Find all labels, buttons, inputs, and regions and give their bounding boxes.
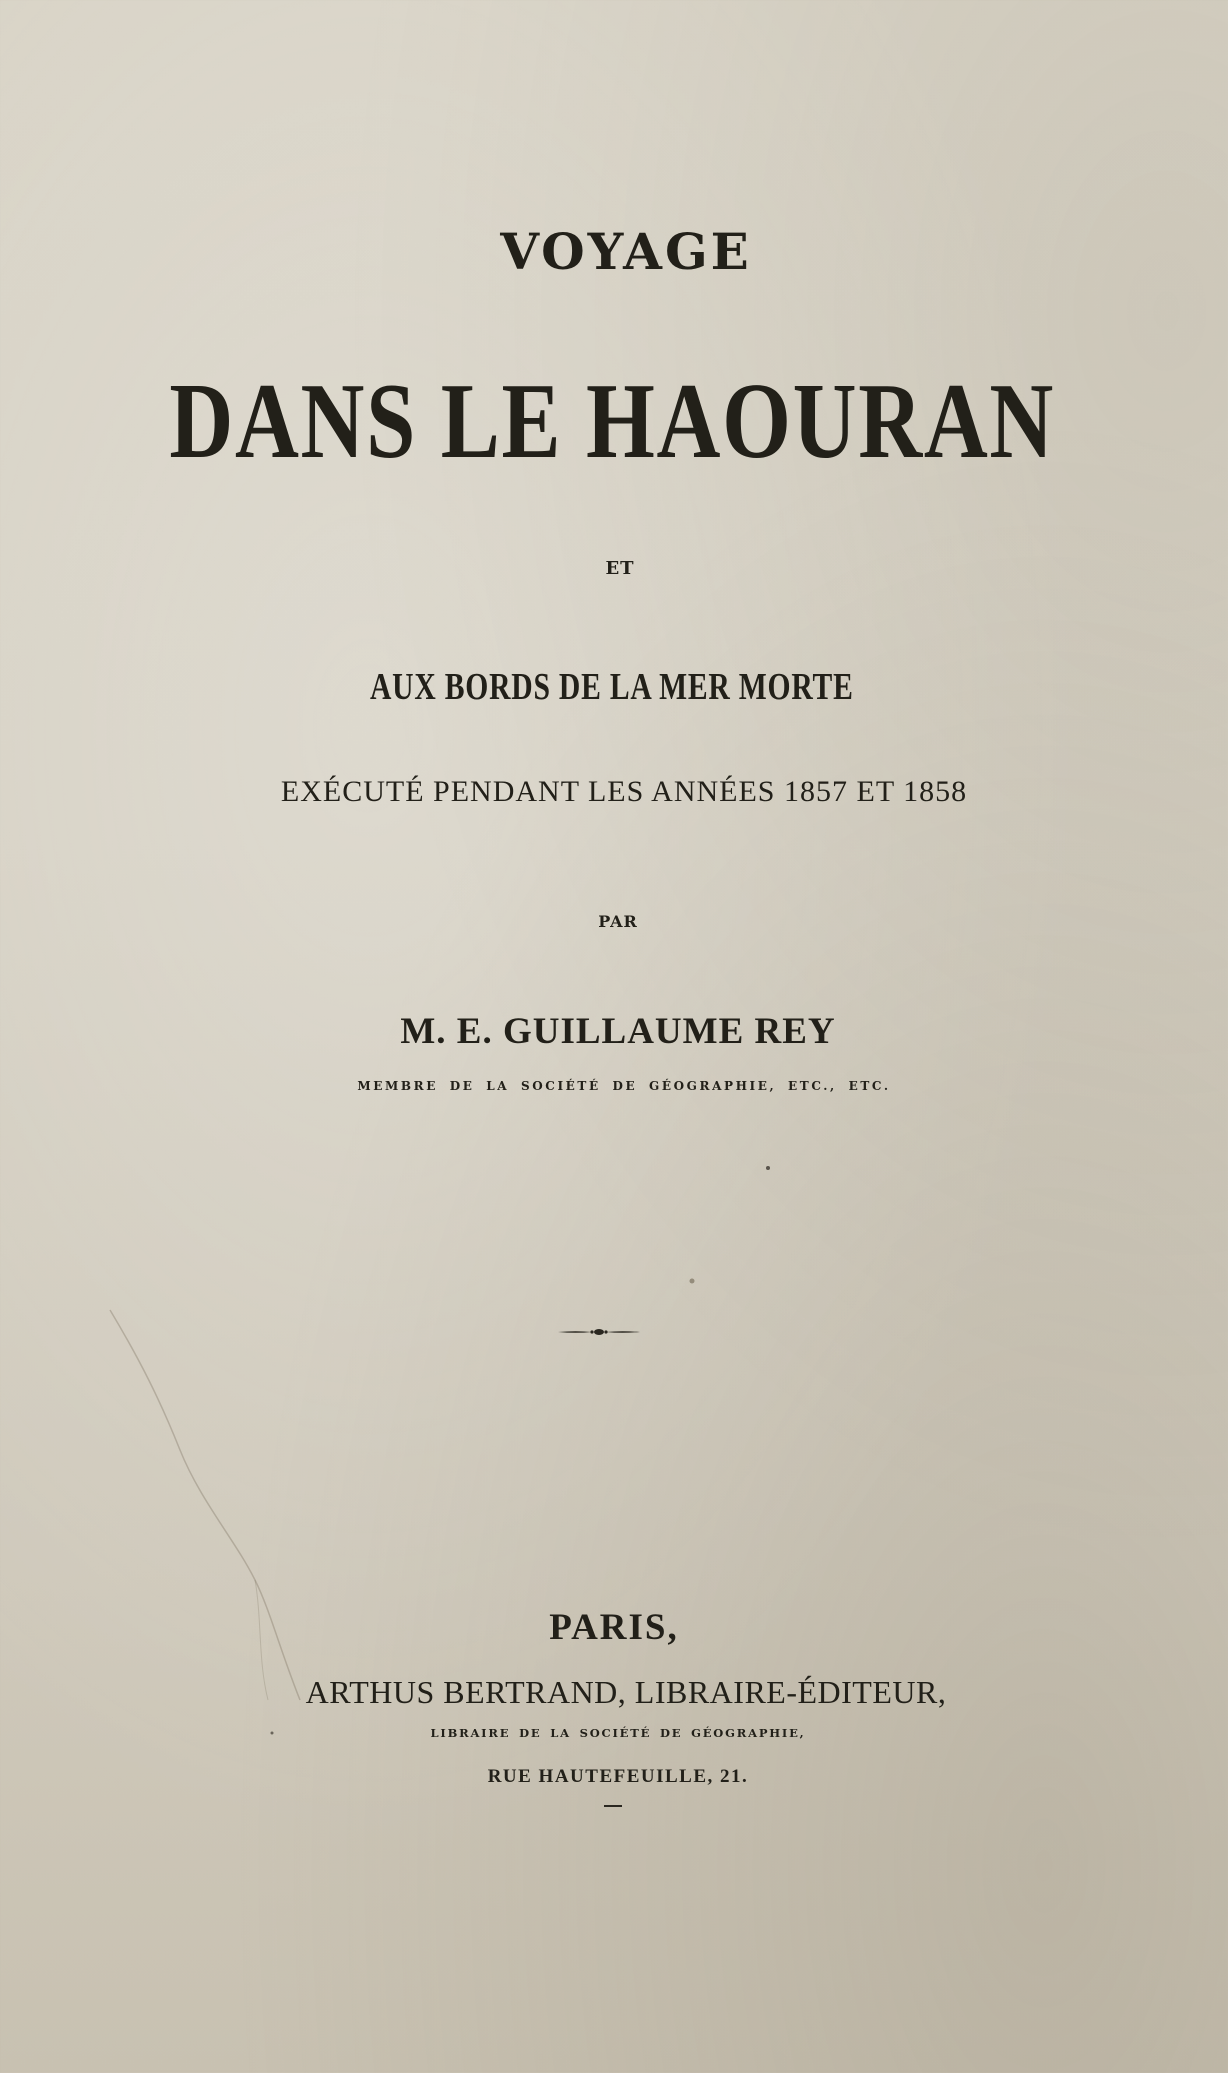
imprint-publisher-note: LIBRAIRE DE LA SOCIÉTÉ DE GÉOGRAPHIE,	[430, 1726, 806, 1740]
imprint-publisher: ARTHUS BERTRAND, LIBRAIRE-ÉDITEUR,	[305, 1674, 947, 1710]
title-conjunction: ET	[605, 558, 635, 579]
fleuron-rule-icon	[556, 1327, 642, 1337]
closing-rule	[604, 1805, 622, 1807]
date-line: EXÉCUTÉ PENDANT LES ANNÉES 1857 ET 1858	[280, 775, 968, 808]
by-line: PAR	[598, 912, 638, 931]
title-voyage: VOYAGE	[500, 222, 752, 281]
author-name: M. E. GUILLAUME REY	[400, 1011, 836, 1052]
author-credentials: MEMBRE DE LA SOCIÉTÉ DE GÉOGRAPHIE, ETC., ETC.	[357, 1079, 891, 1093]
imprint-city: PARIS,	[549, 1607, 679, 1648]
imprint-address: RUE HAUTEFEUILLE, 21.	[487, 1766, 749, 1787]
main-title: DANS LE HAOURAN	[169, 362, 1056, 481]
subtitle: AUX BORDS DE LA MER MORTE	[369, 666, 854, 708]
